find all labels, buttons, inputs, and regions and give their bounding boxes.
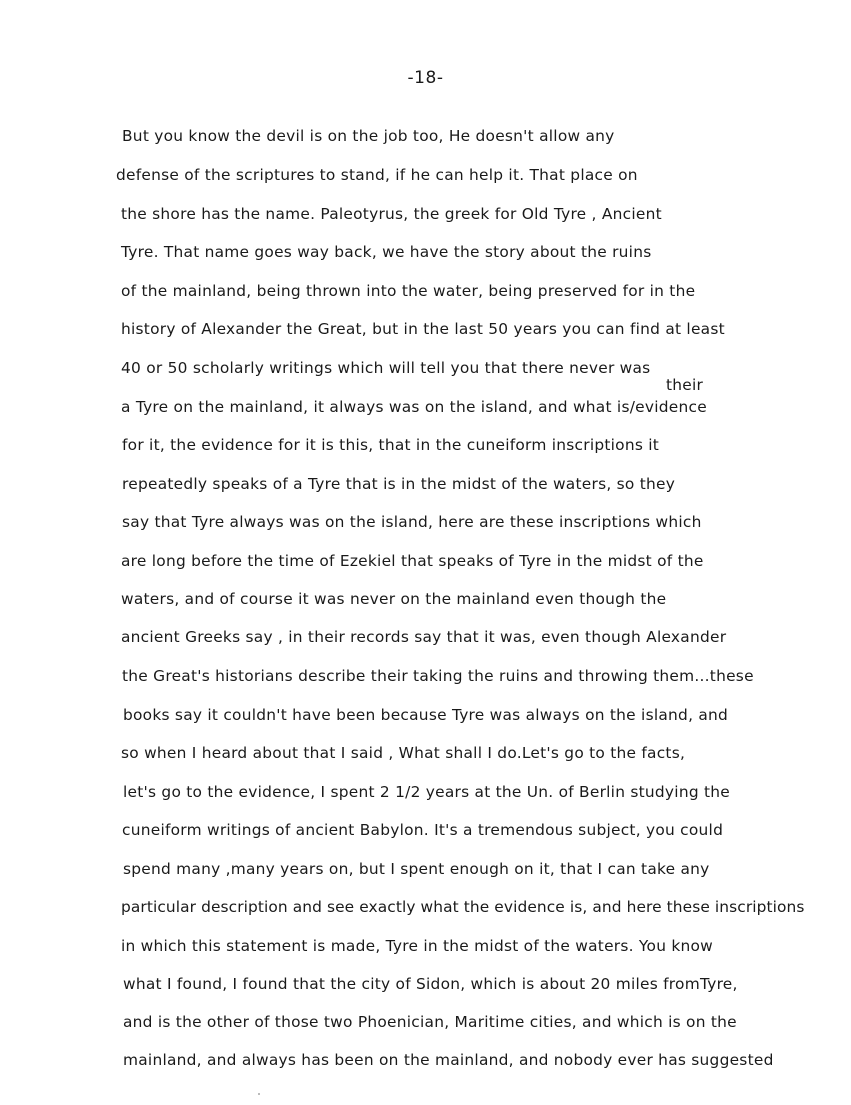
text-line: of the mainland, being thrown into the water, being preserved for in the: [121, 282, 696, 300]
text-line: repeatedly speaks of a Tyre that is in the midst of the waters, so they: [122, 475, 676, 493]
text-line: particular description and see exactly what the evidence is, and here these inscriptions: [121, 898, 805, 916]
text-line: mainland, and always has been on the mainland, and nobody ever has suggested: [123, 1051, 774, 1069]
text-line: books say it couldn't have been because Tyre was always on the island, and: [123, 706, 729, 724]
text-line: for it, the evidence for it is this, that in the cuneiform inscriptions it: [122, 436, 660, 454]
text-line: 40 or 50 scholarly writings which will tell you that there never was: [121, 359, 651, 377]
text-line: the shore has the name. Paleotyrus, the greek for Old Tyre , Ancient: [121, 205, 662, 223]
text-line: what I found, I found that the city of Sidon, which is about 20 miles fromTyre,: [123, 975, 738, 993]
text-line: say that Tyre always was on the island, here are these inscriptions which: [122, 513, 702, 531]
text-line: are long before the time of Ezekiel that speaks of Tyre in the midst of the: [121, 552, 704, 570]
text-line: defense of the scriptures to stand, if he can help it. That place on: [116, 166, 638, 184]
text-line: in which this statement is made, Tyre in the midst of the waters. You know: [121, 937, 714, 955]
text-line: a Tyre on the mainland, it always was on the island, and what is/evidence: [121, 398, 707, 416]
text-line: the Great's historians describe their taking the ruins and throwing them...these: [122, 667, 754, 685]
text-line: let's go to the evidence, I spent 2 1/2 years at the Un. of Berlin studying the: [123, 783, 730, 801]
text-line: history of Alexander the Great, but in the last 50 years you can find at least: [121, 320, 725, 338]
text-line: waters, and of course it was never on the mainland even though the: [121, 590, 667, 608]
text-line: ancient Greeks say , in their records say that it was, even though Alexander: [121, 628, 727, 646]
text-line: and is the other of those two Phoenician, Maritime cities, and which is on the: [123, 1013, 737, 1031]
interlinear-insert: their: [666, 376, 704, 394]
page-number: -18-: [407, 68, 444, 88]
text-line: so when I heard about that I said , What shall I do.Let's go to the facts,: [121, 744, 686, 762]
scan-speck: [258, 1093, 260, 1095]
text-line: Tyre. That name goes way back, we have the story about the ruins: [121, 243, 652, 261]
text-line: But you know the devil is on the job too, He doesn't allow any: [122, 127, 615, 145]
text-line: cuneiform writings of ancient Babylon. It's a tremendous subject, you could: [122, 821, 724, 839]
text-line: spend many ,many years on, but I spent enough on it, that I can take any: [123, 860, 710, 878]
